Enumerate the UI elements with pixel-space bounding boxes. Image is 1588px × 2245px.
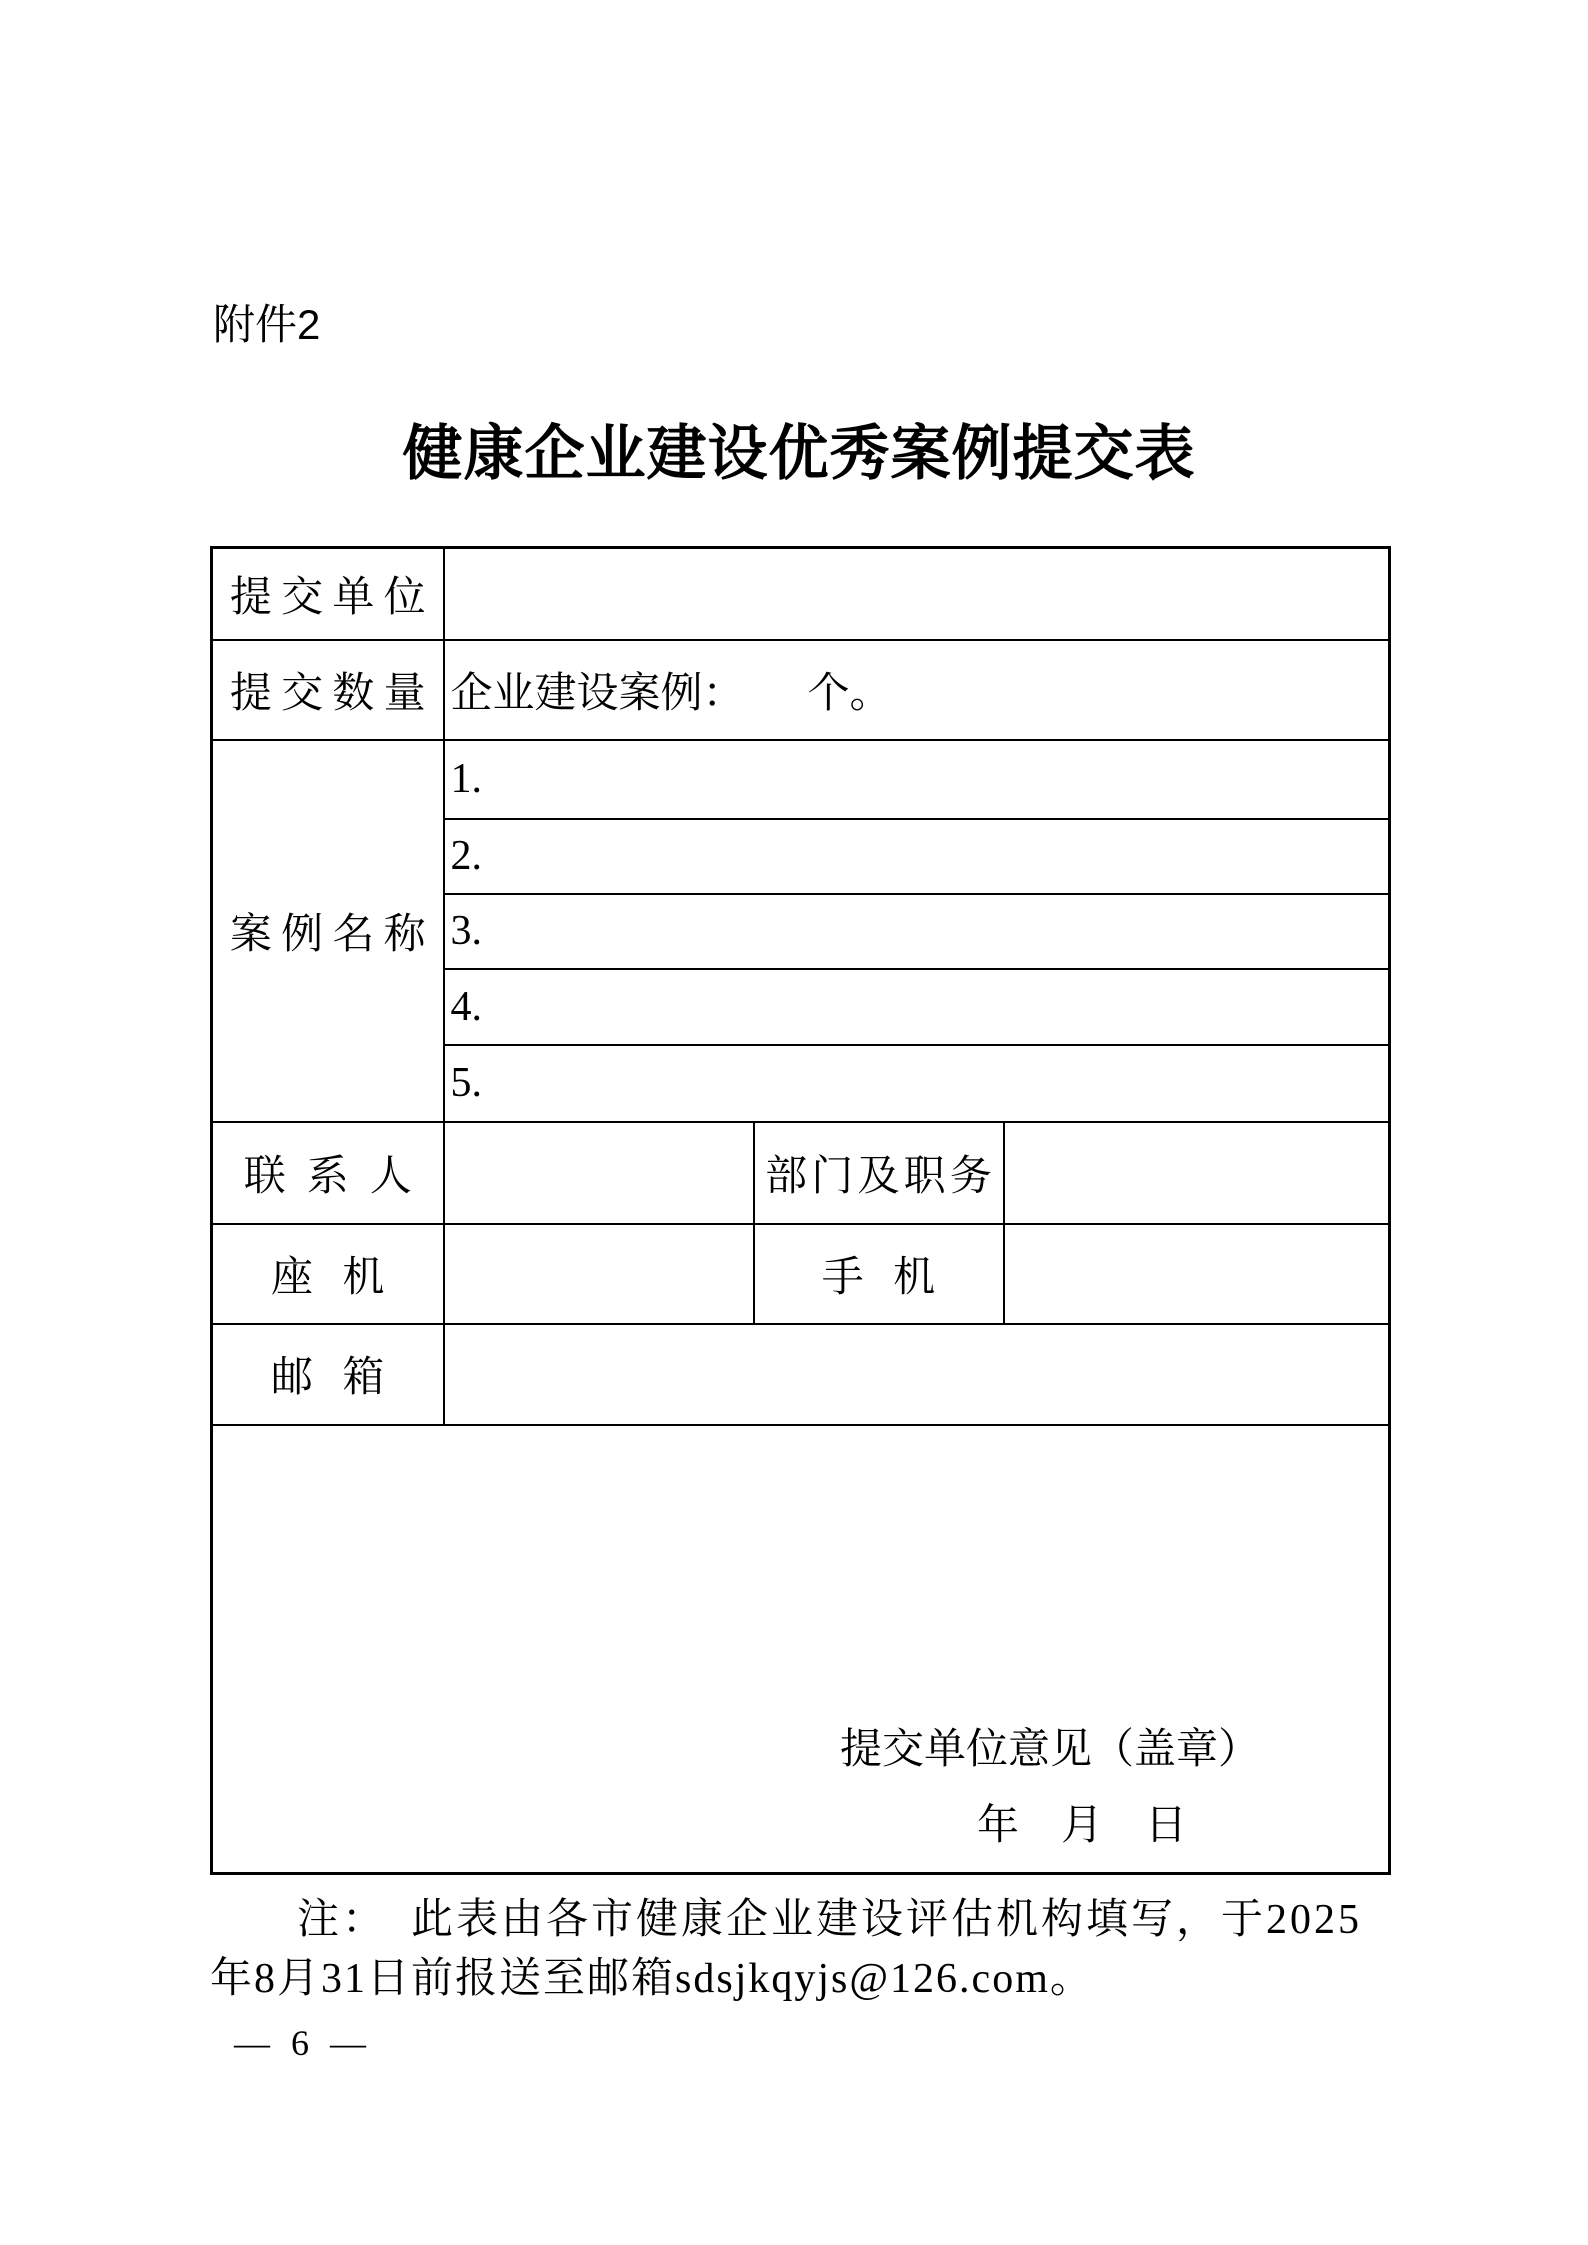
row-email <box>212 1324 1390 1425</box>
case-item-2-cell[interactable] <box>444 819 1390 894</box>
case-item-number: 2. <box>450 833 482 879</box>
case-item-1-cell[interactable] <box>444 740 1390 819</box>
submit-count-label-cell <box>212 640 444 740</box>
row-case-name-1 <box>212 740 1390 819</box>
row-opinion <box>212 1425 1390 1874</box>
submit-count-input-cell[interactable] <box>444 640 1390 740</box>
row-submit-count <box>212 640 1390 740</box>
contact-label-cell <box>212 1122 444 1224</box>
row-contact <box>212 1122 1390 1224</box>
opinion-label: 提交单位意见（盖章） <box>840 1727 1261 1773</box>
dept-label: 部门及职务 <box>765 1153 997 1200</box>
case-name-label: 案例名称 <box>229 911 435 958</box>
contact-input-cell[interactable] <box>444 1122 754 1224</box>
submit-unit-label-cell <box>212 548 444 640</box>
landline-label: 座机 <box>271 1254 414 1301</box>
case-name-label-cell <box>212 740 444 1122</box>
case-item-5-cell[interactable] <box>444 1045 1390 1122</box>
submit-unit-label: 提交单位 <box>229 574 435 621</box>
case-item-4-cell[interactable] <box>444 969 1390 1045</box>
case-item-number: 5. <box>450 1060 482 1106</box>
page-number: — 6 — <box>234 2023 372 2063</box>
case-item-number: 3. <box>450 908 482 954</box>
submit-unit-input-cell[interactable] <box>444 548 1390 640</box>
mobile-input-cell[interactable] <box>1004 1224 1390 1324</box>
row-phone <box>212 1224 1390 1324</box>
email-label: 邮箱 <box>271 1355 414 1401</box>
submission-form-table <box>210 546 1391 1875</box>
page-title: 健康企业建设优秀案例提交表 <box>402 421 1196 487</box>
landline-input-cell[interactable] <box>444 1224 754 1324</box>
note-line-1: 注： 此表由各市健康企业建设评估机构填写，于2025 <box>297 1897 1363 1943</box>
submit-count-label: 提交数量 <box>229 670 435 717</box>
case-item-3-cell[interactable] <box>444 894 1390 969</box>
note <box>210 1891 1388 2009</box>
email-input-cell[interactable] <box>444 1324 1390 1425</box>
dept-input-cell[interactable] <box>1004 1122 1390 1224</box>
mobile-label-cell <box>754 1224 1004 1324</box>
email-label-cell <box>212 1324 444 1425</box>
landline-label-cell <box>212 1224 444 1324</box>
mobile-label: 手机 <box>821 1254 965 1301</box>
contact-label: 联系人 <box>243 1153 433 1200</box>
dept-label-cell <box>754 1122 1004 1224</box>
attachment-label: 附件2 <box>213 301 321 348</box>
opinion-stamp-cell[interactable] <box>212 1425 1390 1874</box>
date-label: 年 月 日 <box>977 1803 1188 1849</box>
submit-count-value: 企业建设案例： 个。 <box>450 670 892 717</box>
case-item-number: 1. <box>450 756 482 802</box>
note-line-2: 年8月31日前报送至邮箱sdsjkqyjs@126.com。 <box>210 1956 1094 2002</box>
row-submit-unit <box>212 548 1390 640</box>
case-item-number: 4. <box>450 983 482 1030</box>
